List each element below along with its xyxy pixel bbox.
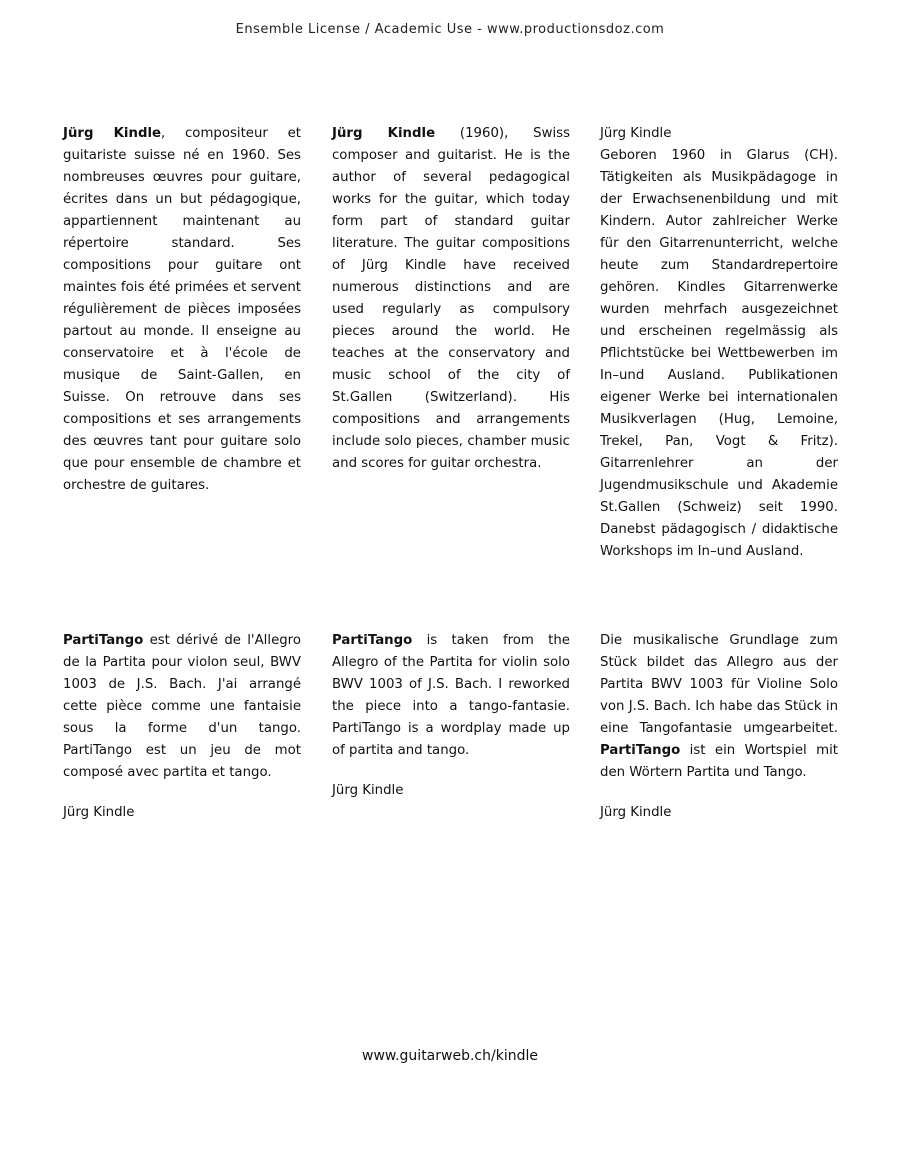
bio-german xyxy=(600,123,838,563)
bio-text: Geboren 1960 in Glarus (CH). Tätigkeiten als Musikpädagoge in der Erwachsenenbildung und mit Kindern. Autor zahlreicher Werke für den Gitarrenunterricht, welche heute zum Standardrepertoire gehören. Kindles Gitarrenwerke wurden mehrfach ausgezeichnet und erscheinen regelmässig als Pflichtstücke bei Wettbewerben im In–und Ausland. Publikationen eigener Werke bei internationalen Musikverlagen (Hug, Lemoine, Trekel, Pan, Vogt & Fritz). Gitarrenlehrer an der Jugendmusikschule und Akademie St.Gallen (Schweiz) seit 1990. Danebst pädagogisch / didaktische Workshops im In–und Ausland. xyxy=(600,148,838,559)
signature: Jürg Kindle xyxy=(600,805,672,820)
piece-text-after: ist ein Wortspiel mit den Wörtern Partita und Tango. xyxy=(600,743,838,780)
bio-name: Jürg Kindle xyxy=(600,126,672,141)
bio-french xyxy=(63,123,301,497)
page-header: Ensemble License / Academic Use - www.productionsdoz.com xyxy=(235,22,665,37)
piece-title: PartiTango xyxy=(600,743,681,758)
piece-german xyxy=(600,630,838,824)
signature: Jürg Kindle xyxy=(63,805,135,820)
bio-text: , compositeur et guitariste suisse né en 1960. Ses nombreuses œuvres pour guitare, écrites dans un but pédagogique, appartiennent maintenant au répertoire standard. Ses compositions pour guitare ont maintes fois été primées et servent régulièrement de pièces imposées partout au monde. Il enseigne au conservatoire et à l'école de musique de Saint-Gallen, en Suisse. On retrouve dans ses compositions et ses arrangements des œuvres tant pour guitare solo que pour ensemble de chambre et orchestre de guitares. xyxy=(63,126,301,493)
piece-title: PartiTango xyxy=(63,633,144,648)
footer-url: www.guitarweb.ch/kindle xyxy=(362,1048,538,1064)
piece-english xyxy=(332,630,570,802)
piece-french xyxy=(63,630,301,824)
bio-text: (1960), Swiss composer and guitarist. He is the author of several pedagogical works for the guitar, which today form part of standard guitar literature. The guitar compositions of Jürg Kindle have received numerous distinctions and are used regularly as compulsory pieces around the world. He teaches at the conservatory and music school of the city of St.Gallen (Switzerland). His compositions and arrangements include solo pieces, chamber music and scores for guitar orchestra. xyxy=(332,126,570,471)
bio-name: Jürg Kindle xyxy=(332,126,436,141)
piece-text: is taken from the Allegro of the Partita for violin solo BWV 1003 of J.S. Bach. I reworked the piece into a tango-fantasie. PartiTango is a wordplay made up of partita and tango. xyxy=(332,633,570,758)
piece-title: PartiTango xyxy=(332,633,413,648)
bio-english xyxy=(332,123,570,475)
bio-name: Jürg Kindle xyxy=(63,126,162,141)
piece-text: est dérivé de l'Allegro de la Partita pour violon seul, BWV 1003 de J.S. Bach. J'ai arrangé cette pièce comme une fantaisie sous la forme d'un tango. PartiTango est un jeu de mot composé avec partita et tango. xyxy=(63,633,301,780)
signature: Jürg Kindle xyxy=(332,783,404,798)
piece-text-before: Die musikalische Grundlage zum Stück bildet das Allegro aus der Partita BWV 1003 für Violine Solo von J.S. Bach. Ich habe das Stück in eine Tangofantasie umgearbeitet. xyxy=(600,633,838,736)
